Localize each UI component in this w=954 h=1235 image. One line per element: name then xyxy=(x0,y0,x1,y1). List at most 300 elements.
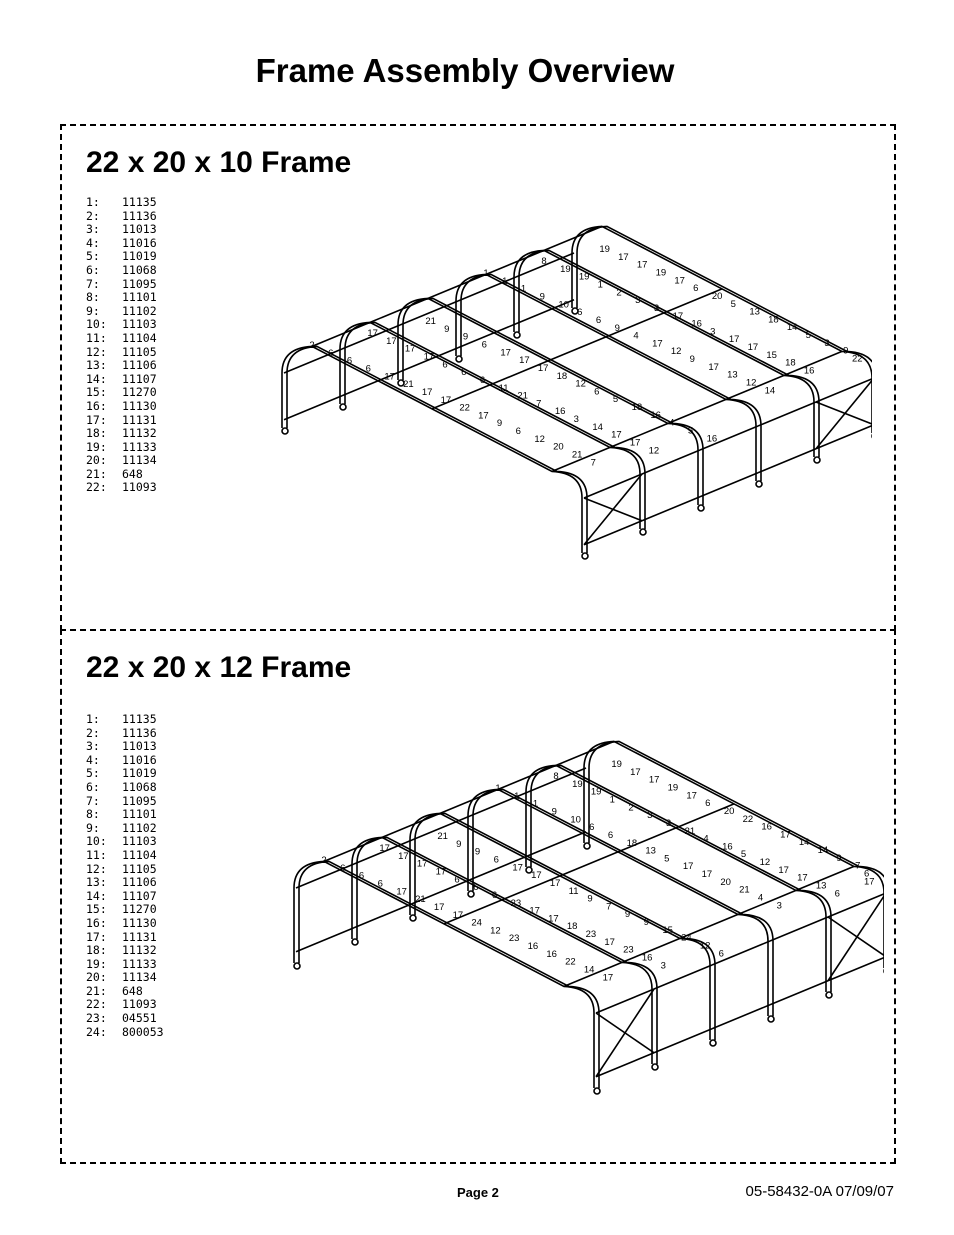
part-callout: 19 xyxy=(599,244,610,256)
part-callout: 17 xyxy=(435,866,447,878)
parts-list-item xyxy=(86,781,164,795)
part-number: 11013 xyxy=(122,739,157,754)
part-callout: 17 xyxy=(682,861,694,873)
frame-diagram-10ft xyxy=(212,138,872,618)
part-callout: 12 xyxy=(745,377,757,389)
part-callout: 6 xyxy=(365,363,371,375)
cross-brace xyxy=(596,1013,654,1053)
part-number: 11105 xyxy=(122,344,157,359)
frame-structure xyxy=(294,741,884,1094)
part-callout: 21 xyxy=(684,825,696,837)
parts-list-item xyxy=(86,822,164,836)
part-callout: 17 xyxy=(618,251,629,263)
part-callout: 16 xyxy=(554,406,566,418)
part-callout: 1 xyxy=(495,783,501,795)
parts-list-item xyxy=(86,386,157,400)
purlin-tube xyxy=(560,852,618,876)
part-callout-number: 14: xyxy=(86,371,107,386)
parts-list-item xyxy=(86,971,164,985)
page-title: Frame Assembly Overview xyxy=(255,52,675,89)
part-callout: 12 xyxy=(648,445,660,457)
purlin-tube xyxy=(668,399,726,423)
part-callout: 7 xyxy=(855,860,861,872)
part-number: 11093 xyxy=(122,480,157,495)
part-callout-number: 13: xyxy=(86,875,107,890)
part-callout: 17 xyxy=(629,437,641,449)
part-callout: 9 xyxy=(836,852,842,864)
part-callout: 6 xyxy=(577,307,583,319)
part-callout-number: 24: xyxy=(86,1024,107,1039)
part-callout: 2 xyxy=(616,287,622,299)
parts-list-item xyxy=(86,876,164,890)
part-callout: 16 xyxy=(722,841,733,853)
part-callout: 18 xyxy=(785,357,796,369)
part-callout: 9 xyxy=(539,291,545,303)
part-callout: 17 xyxy=(747,342,759,354)
part-callout-number: 12: xyxy=(86,861,107,876)
part-number: 11107 xyxy=(122,371,157,386)
purlin-tube xyxy=(770,981,828,1005)
arch-tube xyxy=(531,765,831,992)
part-callout: 23 xyxy=(508,933,520,945)
part-callout: 16 xyxy=(691,318,702,330)
part-number: 11104 xyxy=(122,330,157,345)
part-callout: 18 xyxy=(566,921,578,933)
part-callout: 9 xyxy=(843,345,849,357)
part-callout: 14 xyxy=(592,421,603,433)
part-number: 11102 xyxy=(122,303,157,318)
part-callout: 16 xyxy=(761,821,772,833)
part-callout: 24 xyxy=(471,917,482,929)
part-callout: 17 xyxy=(674,275,685,287)
part-callout: 10 xyxy=(558,299,569,311)
part-callout-number: 21: xyxy=(86,466,107,481)
part-callout: 22 xyxy=(459,402,470,414)
part-callout: 5 xyxy=(612,394,619,406)
part-callout-number: 9: xyxy=(86,303,100,318)
part-callout-number: 18: xyxy=(86,426,107,441)
part-callout: 19 xyxy=(560,263,571,275)
foot-plate xyxy=(594,1088,600,1094)
part-callout: 6 xyxy=(594,386,600,398)
part-callout: 3 xyxy=(647,810,653,822)
parts-list-item xyxy=(86,414,157,428)
part-callout: 5 xyxy=(664,853,670,865)
parts-list-item xyxy=(86,196,157,210)
part-callout: 17 xyxy=(780,829,791,841)
part-callout: 19 xyxy=(578,271,590,283)
parts-list-item xyxy=(86,250,157,264)
purlin-tube xyxy=(758,449,816,473)
part-number: 11102 xyxy=(122,820,157,835)
part-number: 11095 xyxy=(122,276,157,291)
part-callout: 22 xyxy=(852,353,863,365)
part-callout: 12 xyxy=(699,940,711,952)
part-callout: 5 xyxy=(805,330,811,342)
frame-panel-12ft xyxy=(60,629,896,1164)
part-callout: 12 xyxy=(759,857,771,869)
part-callout: 17 xyxy=(512,862,523,874)
part-callout: 17 xyxy=(396,886,407,898)
part-number: 11136 xyxy=(122,725,157,740)
part-callout-number: 20: xyxy=(86,970,107,985)
part-number: 648 xyxy=(122,983,143,998)
part-number: 11134 xyxy=(122,970,157,985)
parts-list-item xyxy=(86,278,157,292)
part-callout: 16 xyxy=(650,409,661,421)
part-callout: 2 xyxy=(628,802,634,814)
parts-list-item xyxy=(86,427,157,441)
purlin-tube xyxy=(528,832,586,856)
part-callout: 13 xyxy=(749,306,760,318)
part-callout: 17 xyxy=(797,872,808,884)
page-number: Page 2 xyxy=(457,1185,499,1200)
foot-plate xyxy=(582,553,588,559)
foot-plate xyxy=(514,332,520,338)
foot-plate xyxy=(710,1040,716,1046)
part-callout: 17 xyxy=(433,901,445,913)
part-callout: 17 xyxy=(602,972,614,984)
part-callout: 17 xyxy=(778,864,789,876)
part-number: 11068 xyxy=(122,262,157,277)
part-callout: 17 xyxy=(478,410,489,422)
parts-list-item xyxy=(86,291,157,305)
parts-list-item xyxy=(86,1012,164,1026)
part-callout-number: 13: xyxy=(86,358,107,373)
part-callout: 6 xyxy=(834,888,840,900)
part-callout: 23 xyxy=(585,929,597,941)
part-callout: 17 xyxy=(672,310,684,322)
part-callout: 19 xyxy=(611,759,622,771)
part-callout: 13 xyxy=(815,880,827,892)
part-callout: 18 xyxy=(768,314,779,326)
part-callout: 17 xyxy=(384,371,395,383)
part-callout: 22 xyxy=(742,813,754,825)
part-callout: 23 xyxy=(623,944,634,956)
part-callout-number: 4: xyxy=(86,235,100,250)
parts-list-item xyxy=(86,1026,164,1040)
cross-brace xyxy=(828,917,884,957)
part-callout-number: 23: xyxy=(86,1011,107,1026)
part-callout: 14 xyxy=(786,322,798,334)
part-callout: 18 xyxy=(631,402,643,414)
part-callout: 6 xyxy=(589,822,595,834)
foot-plate xyxy=(294,963,300,969)
foot-plate xyxy=(826,992,832,998)
part-number: 11132 xyxy=(122,426,157,441)
part-number: 11136 xyxy=(122,208,157,223)
part-callout: 6 xyxy=(705,798,711,810)
part-callout-number: 16: xyxy=(86,915,107,930)
part-callout: 7 xyxy=(606,901,612,913)
parts-list-item xyxy=(86,917,164,931)
part-callout: 6 xyxy=(693,283,699,295)
part-callout: 5 xyxy=(687,425,694,437)
parts-list-item xyxy=(86,727,164,741)
part-callout-number: 1: xyxy=(86,195,100,209)
part-callout: 17 xyxy=(386,335,397,347)
part-callout: 6 xyxy=(461,367,467,379)
part-callout: 4 xyxy=(633,330,639,342)
part-callout-number: 15: xyxy=(86,902,107,917)
part-callout: 17 xyxy=(604,936,615,948)
part-callout: 1 xyxy=(597,279,603,291)
part-number: 11101 xyxy=(122,290,157,305)
part-callout: 6 xyxy=(340,862,346,874)
part-callout: 3 xyxy=(710,326,716,338)
part-callout-number: 7: xyxy=(86,276,100,291)
purlin-tube xyxy=(758,402,816,426)
part-callout: 6 xyxy=(328,347,334,359)
purlin-tube xyxy=(548,337,606,361)
purlin-tube xyxy=(712,1005,770,1029)
part-callout: 23 xyxy=(510,897,522,909)
arch-tube xyxy=(357,837,657,1064)
part-callout-number: 6: xyxy=(86,779,100,794)
purlin-tube xyxy=(584,474,642,498)
frame-diagram-12ft xyxy=(224,645,884,1145)
parts-list-item xyxy=(86,958,164,972)
parts-list-item xyxy=(86,903,164,917)
part-callout: 15 xyxy=(662,924,673,936)
part-callout: 2 xyxy=(321,855,327,867)
part-callout-number: 2: xyxy=(86,208,100,223)
part-callout: 21 xyxy=(517,390,528,402)
part-callout: 17 xyxy=(549,877,561,889)
parts-list-item xyxy=(86,740,164,754)
part-callout: 19 xyxy=(572,778,583,790)
parts-list-item xyxy=(86,400,157,414)
part-callout-number: 11: xyxy=(86,330,107,345)
part-callout-number: 17: xyxy=(86,929,107,944)
document-number: 05-58432-0A 07/09/07 xyxy=(745,1183,894,1200)
part-callout-number: 7: xyxy=(86,793,100,808)
part-callout-number: 5: xyxy=(86,766,100,781)
part-number: 11135 xyxy=(122,712,157,726)
purlin-tube xyxy=(296,928,354,952)
part-number: 11105 xyxy=(122,861,157,876)
part-callout: 9 xyxy=(551,806,557,818)
part-callout: 3 xyxy=(776,900,782,912)
part-callout: 17 xyxy=(416,858,428,870)
part-callout: 6 xyxy=(377,878,383,890)
part-callout: 21 xyxy=(739,884,750,896)
part-callout: 1 xyxy=(520,283,527,295)
part-callout: 17 xyxy=(611,429,622,441)
part-callout: 6 xyxy=(346,355,353,367)
part-callout: 6 xyxy=(358,870,365,882)
part-callout: 14 xyxy=(764,385,776,397)
part-callout: 9 xyxy=(587,893,593,905)
parts-list-item xyxy=(86,373,157,387)
part-callout-number: 20: xyxy=(86,453,107,468)
part-callout: 16 xyxy=(546,948,557,960)
part-callout: 9 xyxy=(496,418,503,430)
part-callout: 21 xyxy=(403,379,414,391)
part-callout-number: 2: xyxy=(86,725,100,740)
arch-tube xyxy=(294,858,594,1088)
part-number: 11016 xyxy=(122,752,157,767)
parts-list-item xyxy=(86,346,157,360)
part-callout: 9 xyxy=(474,846,481,858)
part-callout: 4 xyxy=(669,417,675,429)
part-number: 11131 xyxy=(122,929,157,944)
part-callout-number: 10: xyxy=(86,834,107,849)
part-callout: 17 xyxy=(701,869,713,881)
part-number: 11013 xyxy=(122,222,157,237)
purlin-tube xyxy=(354,904,412,928)
parts-list-12ft xyxy=(86,713,164,1039)
part-callout: 20 xyxy=(723,805,735,817)
parts-list-item xyxy=(86,223,157,237)
part-callout: 17 xyxy=(537,362,549,374)
part-callout-number: 3: xyxy=(86,222,100,237)
part-callout: 17 xyxy=(423,351,435,363)
part-callout-number: 6: xyxy=(86,262,100,277)
part-number: 11135 xyxy=(122,195,157,209)
part-number: 11106 xyxy=(122,358,157,373)
foot-plate xyxy=(352,939,358,945)
part-callout: 17 xyxy=(500,347,511,359)
part-callout: 22 xyxy=(565,956,576,968)
part-callout: 12 xyxy=(534,433,545,445)
purlin-tube xyxy=(770,917,828,941)
part-callout-number: 17: xyxy=(86,412,107,427)
part-callout: 3 xyxy=(653,302,660,314)
parts-list-item xyxy=(86,713,164,727)
part-callout: 18 xyxy=(556,370,568,382)
part-callout-number: 16: xyxy=(86,398,107,413)
part-callout: 17 xyxy=(864,876,875,888)
part-callout: 14 xyxy=(798,837,810,849)
part-callout: 14 xyxy=(817,845,829,857)
parts-list-item xyxy=(86,835,164,849)
part-callout: 11 xyxy=(498,382,509,394)
foot-plate xyxy=(282,428,288,434)
part-number: 11016 xyxy=(122,235,157,250)
parts-list-item xyxy=(86,944,164,958)
part-callout-number: 22: xyxy=(86,997,107,1012)
part-number: 11093 xyxy=(122,997,157,1012)
part-callout: 24 xyxy=(681,932,692,944)
part-callout: 9 xyxy=(689,354,695,366)
part-callout: 17 xyxy=(686,790,697,802)
part-callout: 17 xyxy=(728,334,740,346)
part-number: 11134 xyxy=(122,453,157,468)
part-callout: 10 xyxy=(570,814,581,826)
part-callout: 4 xyxy=(757,892,764,904)
parts-list-item xyxy=(86,795,164,809)
part-number: 800053 xyxy=(122,1024,164,1039)
part-number: 04551 xyxy=(122,1011,157,1026)
part-callout-number: 1: xyxy=(86,712,100,726)
part-number: 11106 xyxy=(122,875,157,890)
parts-list-item xyxy=(86,808,164,822)
part-callout: 5 xyxy=(740,849,747,861)
part-callout: 21 xyxy=(415,894,426,906)
purlin-tube xyxy=(654,1029,712,1053)
part-number: 11130 xyxy=(122,915,157,930)
part-callout: 17 xyxy=(531,870,542,882)
part-callout: 9 xyxy=(643,917,649,929)
purlin-tube xyxy=(816,425,872,449)
part-callout: 8 xyxy=(541,256,547,268)
part-callout-number: 12: xyxy=(86,344,107,359)
parts-list-item xyxy=(86,468,157,482)
parts-list-item xyxy=(86,890,164,904)
part-callout: 7 xyxy=(536,398,542,410)
part-callout: 17 xyxy=(367,328,378,340)
frame-title-10ft: 22 x 20 x 10 Frame xyxy=(86,146,352,179)
part-number: 648 xyxy=(122,466,143,481)
part-callout: 16 xyxy=(803,365,815,377)
foot-plate xyxy=(814,457,820,463)
part-number: 11095 xyxy=(122,793,157,808)
part-callout: 3 xyxy=(824,337,830,349)
part-number: 11132 xyxy=(122,943,157,958)
part-callout: 6 xyxy=(473,882,479,894)
foot-plate xyxy=(340,404,346,410)
part-callout: 9 xyxy=(624,909,631,921)
part-callout: 3 xyxy=(635,295,641,307)
parts-list-item xyxy=(86,305,157,319)
part-callout: 16 xyxy=(706,433,718,445)
arch-tube xyxy=(299,858,599,1088)
part-callout-number: 8: xyxy=(86,290,100,305)
foot-plate xyxy=(698,505,704,511)
cross-brace xyxy=(816,402,872,425)
foot-plate xyxy=(640,529,646,535)
parts-list-item xyxy=(86,985,164,999)
part-callout: 19 xyxy=(590,786,602,798)
parts-list-item xyxy=(86,998,164,1012)
part-callout: 1 xyxy=(483,268,489,280)
part-callout: 1 xyxy=(502,275,508,287)
part-callout: 1 xyxy=(514,790,520,802)
frame-structure xyxy=(282,226,872,559)
part-callout: 3 xyxy=(665,817,672,829)
part-callout: 16 xyxy=(641,952,653,964)
part-callout: 9 xyxy=(614,322,620,334)
part-callout: 21 xyxy=(571,449,583,461)
frame-title-12ft: 22 x 20 x 12 Frame xyxy=(86,651,352,684)
parts-list-item xyxy=(86,931,164,945)
purlin-tube xyxy=(584,521,642,545)
part-callout: 17 xyxy=(379,843,390,855)
part-number: 11107 xyxy=(122,888,157,903)
part-callout: 13 xyxy=(645,845,656,857)
part-number: 11101 xyxy=(122,807,157,822)
part-callout: 9 xyxy=(456,838,462,850)
part-callout-number: 15: xyxy=(86,385,107,400)
parts-list-item xyxy=(86,754,164,768)
part-callout: 17 xyxy=(452,909,464,921)
part-number: 11103 xyxy=(122,317,157,332)
part-callout: 2 xyxy=(309,340,315,352)
part-callout-number: 8: xyxy=(86,807,100,822)
part-callout: 1 xyxy=(609,794,615,806)
part-callout: 17 xyxy=(440,394,452,406)
part-callout: 12 xyxy=(575,378,586,390)
part-callout: 20 xyxy=(711,290,723,302)
part-callout-number: 19: xyxy=(86,439,107,454)
frame-panel-10ft xyxy=(60,124,896,631)
part-callout: 1 xyxy=(532,798,539,810)
part-number: 11131 xyxy=(122,412,157,427)
part-callout-number: 21: xyxy=(86,983,107,998)
part-callout: 12 xyxy=(670,346,682,358)
part-callout-number: 3: xyxy=(86,739,100,754)
